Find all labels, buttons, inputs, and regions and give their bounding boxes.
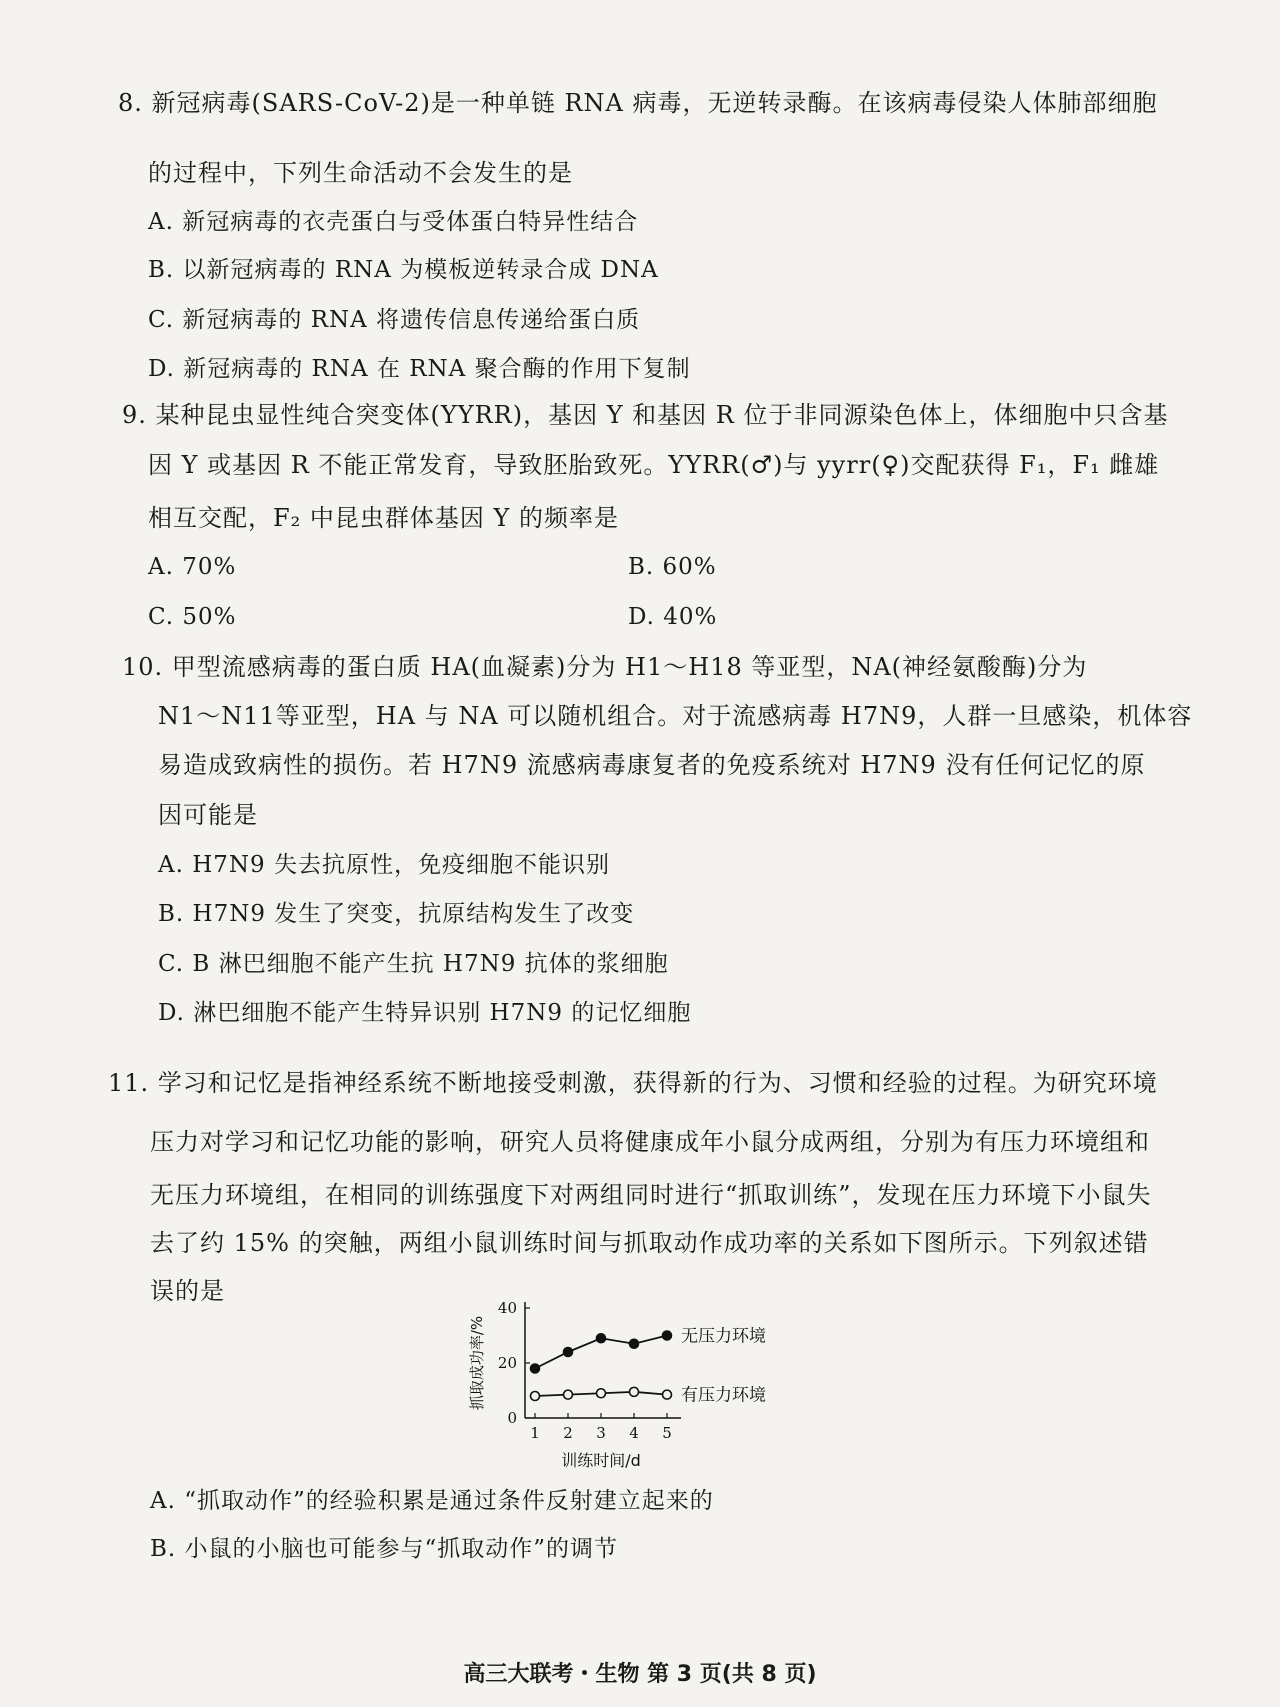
data-point — [531, 1364, 540, 1373]
q11-stem-line4: 去了约 15% 的突触，两组小鼠训练时间与抓取动作成功率的关系如下图所示。下列叙述错 — [150, 1229, 1149, 1257]
q11-option-a: A. “抓取动作”的经验积累是通过条件反射建立起来的 — [150, 1488, 714, 1514]
q9-option-a: A. 70% — [148, 554, 237, 580]
q10-stem-line3: 易造成致病性的损伤。若 H7N9 流感病毒康复者的免疫系统对 H7N9 没有任何记忆的原 — [158, 751, 1146, 779]
q10-option-a: A. H7N9 失去抗原性，免疫细胞不能识别 — [158, 852, 610, 878]
q10-option-b: B. H7N9 发生了突变，抗原结构发生了改变 — [158, 901, 635, 927]
y-tick-label: 0 — [507, 1409, 517, 1427]
x-tick-label: 4 — [629, 1424, 639, 1442]
q8-stem-line1: 8. 新冠病毒(SARS-CoV-2)是一种单链 RNA 病毒，无逆转录酶。在该病毒侵染人体肺部细胞 — [118, 89, 1158, 117]
y-axis-label: 抓取成功率/% — [468, 1315, 486, 1411]
q8-option-d: D. 新冠病毒的 RNA 在 RNA 聚合酶的作用下复制 — [148, 356, 691, 382]
q10-option-c: C. B 淋巴细胞不能产生抗 H7N9 抗体的浆细胞 — [158, 951, 669, 977]
q10-stem-line2: N1～N11等亚型，HA 与 NA 可以随机组合。对于流感病毒 H7N9，人群一旦感染，机体容 — [158, 702, 1193, 730]
q11-stem-line5: 误的是 — [150, 1277, 225, 1305]
data-point — [564, 1390, 573, 1399]
q8-stem-line2: 的过程中，下列生命活动不会发生的是 — [148, 159, 573, 187]
x-tick-label: 1 — [530, 1424, 540, 1442]
q8-option-c: C. 新冠病毒的 RNA 将遗传信息传递给蛋白质 — [148, 307, 641, 333]
q8-option-b: B. 以新冠病毒的 RNA 为模板逆转录合成 DNA — [148, 257, 659, 283]
series-label-2: 有压力环境 — [681, 1385, 766, 1406]
q9-stem-line2: 因 Y 或基因 R 不能正常发育，导致胚胎致死。YYRR(♂)与 yyrr(♀)交配获得 F₁，F₁ 雌雄 — [148, 451, 1160, 479]
data-point — [531, 1392, 540, 1401]
q9-option-c: C. 50% — [148, 604, 237, 630]
q10-option-d: D. 淋巴细胞不能产生特异识别 H7N9 的记忆细胞 — [158, 1000, 692, 1026]
line-chart-svg — [460, 1290, 820, 1480]
data-point — [564, 1348, 573, 1357]
q9-stem-line1: 9. 某种昆虫显性纯合突变体(YYRR)，基因 Y 和基因 R 位于非同源染色体上，体细胞中只含基 — [122, 401, 1169, 429]
q11-stem-line3: 无压力环境组，在相同的训练强度下对两组同时进行“抓取训练”，发现在压力环境下小鼠失 — [150, 1181, 1152, 1209]
success-rate-chart — [460, 1290, 820, 1480]
q11-stem-line1: 11. 学习和记忆是指神经系统不断地接受刺激，获得新的行为、习惯和经验的过程。为研究环境 — [108, 1069, 1158, 1097]
x-tick-label: 3 — [596, 1424, 606, 1442]
q9-option-d: D. 40% — [628, 604, 718, 630]
x-tick-label: 2 — [563, 1424, 573, 1442]
x-tick-label: 5 — [662, 1424, 672, 1442]
q10-stem-line4: 因可能是 — [158, 801, 258, 829]
data-point — [630, 1387, 639, 1396]
q9-stem-line3: 相互交配，F₂ 中昆虫群体基因 Y 的频率是 — [148, 504, 620, 532]
data-point — [663, 1331, 672, 1340]
data-point — [597, 1334, 606, 1343]
y-tick-label: 20 — [497, 1354, 517, 1372]
x-axis-label: 训练时间/d — [561, 1451, 641, 1470]
q8-option-a: A. 新冠病毒的衣壳蛋白与受体蛋白特异性结合 — [148, 209, 639, 235]
y-tick-label: 40 — [497, 1299, 517, 1317]
data-point — [597, 1389, 606, 1398]
data-point — [630, 1339, 639, 1348]
series-label-1: 无压力环境 — [681, 1326, 766, 1347]
q11-option-b: B. 小鼠的小脑也可能参与“抓取动作”的调节 — [150, 1536, 619, 1562]
q10-stem-line1: 10. 甲型流感病毒的蛋白质 HA(血凝素)分为 H1～H18 等亚型，NA(神经氨酸酶)分为 — [122, 653, 1088, 681]
page-footer: 高三大联考・生物 第 3 页(共 8 页) — [463, 1662, 817, 1687]
data-point — [663, 1390, 672, 1399]
q11-stem-line2: 压力对学习和记忆功能的影响，研究人员将健康成年小鼠分成两组，分别为有压力环境组和 — [150, 1128, 1150, 1156]
q9-option-b: B. 60% — [628, 554, 717, 580]
